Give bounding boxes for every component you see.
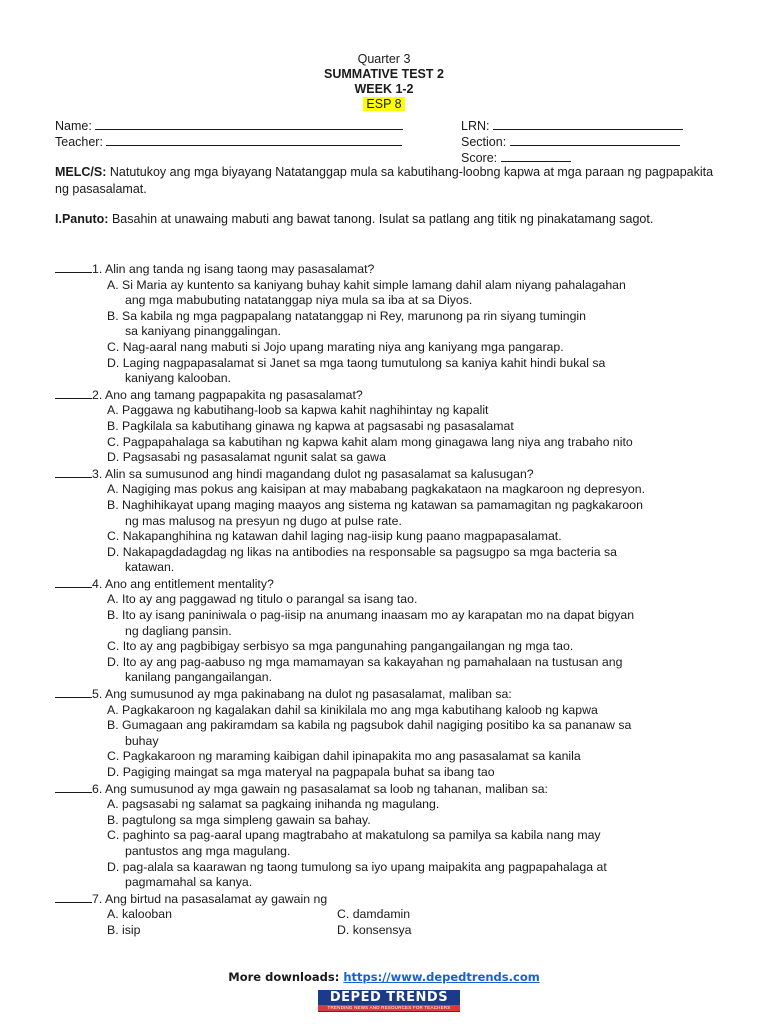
- option-continuation: ang mga mabubuting natatanggap niya mula sa iba at sa Diyos.: [125, 293, 473, 308]
- option-text: C. paghinto sa pag-aaral upang magtrabaho at makatulong sa pamilya sa kabila nang may: [107, 828, 601, 843]
- option-text: D. Ito ay ang pag-aabuso ng mga mamamayan sa kakayahan ng pamahalaan na tustusan ang: [107, 654, 623, 669]
- name-label: Name:: [55, 119, 92, 133]
- question-item: [55, 387, 725, 466]
- question-stem: [55, 261, 725, 278]
- option-text: C. Nag-aaral nang mabuti si Jojo upang marating niya ang kaniyang mga pangarap.: [107, 339, 564, 354]
- panuto-text: Basahin at unawaing mabuti ang bawat tanong. Isulat sa patlang ang titik ng pinakatamang sagot.: [111, 212, 654, 226]
- section-label: Section:: [461, 135, 507, 149]
- week-label: WEEK 1-2: [354, 82, 414, 96]
- melc-text: Natutukoy ang mga biyayang Natatanggap mula sa kabutihang-loobng kapwa at mga paraan ng pagpapakita ng pasasalamat.: [55, 165, 714, 196]
- option-text: A. Ito ay ang paggawad ng titulo o parangal sa isang tao.: [107, 592, 418, 607]
- option-text: B. Sa kabila ng mga pagpapalang natatanggap ni Rey, marunong pa rin siyang tumingin: [107, 308, 586, 323]
- question-list: [55, 261, 725, 939]
- answer-blank[interactable]: [55, 686, 92, 698]
- answer-blank[interactable]: [55, 781, 92, 793]
- question-stem: [55, 466, 725, 483]
- question-stem: [55, 686, 725, 703]
- question-stem: [55, 576, 725, 593]
- depedtrends-logo: [318, 990, 460, 1012]
- teacher-blank[interactable]: [106, 133, 402, 146]
- question-item: [55, 686, 725, 781]
- question-text: 4. Ano ang entitlement mentality?: [92, 576, 274, 591]
- option-continuation: buhay: [125, 733, 159, 748]
- logo-wordmark: DEPED TRENDS: [329, 990, 449, 1005]
- option-a: A. kalooban: [107, 907, 172, 922]
- option-continuation: pantustos ang mga magulang.: [125, 843, 291, 858]
- section-blank[interactable]: [510, 133, 680, 146]
- score-label: Score:: [461, 151, 498, 165]
- test-title: SUMMATIVE TEST 2: [324, 67, 444, 81]
- option-continuation: ng mas malusog na presyun ng dugo at pulse rate.: [125, 513, 402, 528]
- option-text: C. Pagpapahalaga sa kabutihan ng kapwa kahit alam mong ginagawa lang niya ang trabaho nito: [107, 434, 633, 449]
- option-continuation: katawan.: [125, 560, 175, 575]
- option-text: D. Laging nagpapasalamat si Janet sa mga taong tumutulong sa kaniya kahit hindi bukal sa: [107, 355, 606, 370]
- answer-blank[interactable]: [55, 387, 92, 399]
- option-text: B. Naghihikayat upang maging maayos ang sistema ng katawan sa pamamagitan ng pagkakaroon: [107, 497, 643, 512]
- option-text: B. Pagkilala sa kabutihang ginawa ng kapwa at pagsasabi ng pasasalamat: [107, 418, 514, 433]
- option-text: A. pagsasabi ng salamat sa pagkaing inihanda ng magulang.: [107, 797, 440, 812]
- option-text: B. Gumagaan ang pakiramdam sa kabila ng pagsubok dahil nagiging positibo ka sa pananaw sa: [107, 718, 632, 733]
- question-stem: [55, 891, 725, 908]
- option-continuation: kanilang pangangailangan.: [125, 670, 273, 685]
- subject-label: [0, 97, 768, 112]
- panuto-label: I.Panuto:: [55, 212, 109, 226]
- name-blank[interactable]: [95, 117, 403, 130]
- option-text: A. Paggawa ng kabutihang-loob sa kapwa kahit naghihintay ng kapalit: [107, 403, 489, 418]
- option-text: D. Pagsasabi ng pasasalamat ngunit salat sa gawa: [107, 450, 386, 465]
- teacher-label: Teacher:: [55, 135, 103, 149]
- question-text: 5. Ang sumusunod ay mga pakinabang na dulot ng pasasalamat, maliban sa:: [92, 687, 512, 702]
- question-item: [55, 466, 725, 576]
- option-text: B. pagtulong sa mga simpleng gawain sa bahay.: [107, 812, 371, 827]
- answer-blank[interactable]: [55, 576, 92, 588]
- lrn-field: [461, 117, 683, 134]
- option-text: C. Nakapanghihina ng katawan dahil laging nag-iisip kung paano magpapasalamat.: [107, 529, 562, 544]
- answer-blank[interactable]: [55, 466, 92, 478]
- option-continuation: kaniyang kalooban.: [125, 371, 231, 386]
- footer: [0, 970, 768, 984]
- lrn-label: LRN:: [461, 119, 490, 133]
- question-item: [55, 891, 725, 939]
- quarter-label: Quarter 3: [357, 52, 411, 66]
- answer-blank[interactable]: [55, 261, 92, 273]
- lrn-blank[interactable]: [493, 117, 683, 130]
- question-text: 7. Ang birtud na pasasalamat ay gawain ng: [92, 891, 328, 906]
- subject-highlight: ESP 8: [363, 97, 404, 111]
- question-text: 2. Ano ang tamang pagpapakita ng pasasalamat?: [92, 387, 363, 402]
- question-text: 1. Alin ang tanda ng isang taong may pasasalamat?: [92, 262, 375, 276]
- question-item: [55, 261, 725, 387]
- option-text: A. Si Maria ay kuntento sa kaniyang buhay kahit simple lamang dahil alam niyang pahalagahan: [107, 277, 626, 292]
- option-text: C. Ito ay ang pagbibigay serbisyo sa mga pangunahing pangangailangan ng mga tao.: [107, 639, 574, 654]
- melc-paragraph: [55, 164, 715, 198]
- option-b: B. isip: [107, 922, 141, 937]
- option-c: C. damdamin: [337, 907, 411, 922]
- option-text: C. Pagkakaroon ng maraming kaibigan dahil ipinapakita mo ang pasasalamat sa kanila: [107, 749, 581, 764]
- option-text: A. Pagkakaroon ng kagalakan dahil sa kinikilala mo ang mga kabutihang kaloob ng kapwa: [107, 702, 598, 717]
- option-row: [55, 907, 725, 923]
- question-item: [55, 576, 725, 686]
- option-continuation: pagmamahal sa kanya.: [125, 875, 253, 890]
- name-field: [55, 117, 403, 134]
- option-text: A. Nagiging mas pokus ang kaisipan at may mababang pagkakataon na magkaroon ng depresyon.: [107, 482, 645, 497]
- option-text: D. Pagiging maingat sa mga materyal na pagpapala buhat sa ibang tao: [107, 765, 495, 779]
- option-d: D. konsensya: [337, 922, 412, 937]
- question-text: 6. Ang sumusunod ay mga gawain ng pasasalamat sa loob ng tahanan, maliban sa:: [92, 781, 548, 796]
- option-continuation: ng dagliang pansin.: [125, 623, 232, 638]
- option-row: [55, 923, 725, 939]
- option-text: D. Nakapagdadagdag ng likas na antibodies na responsable sa pagsugpo sa mga bacteria sa: [107, 544, 617, 559]
- melc-label: MELC/S:: [55, 165, 107, 179]
- panuto-paragraph: [55, 211, 715, 228]
- question-stem: [55, 387, 725, 404]
- score-blank[interactable]: [501, 149, 571, 162]
- answer-blank[interactable]: [55, 891, 92, 903]
- question-stem: [55, 781, 725, 798]
- question-item: [55, 781, 725, 891]
- logo-tagline: TRENDING NEWS AND RESOURCES FOR TEACHERS: [318, 1005, 460, 1011]
- teacher-field: [55, 133, 402, 150]
- question-text: 3. Alin sa sumusunod ang hindi magandang dulot ng pasasalamat sa kalusugan?: [92, 466, 534, 481]
- option-continuation: sa kaniyang pinanggalingan.: [125, 324, 281, 339]
- option-text: B. Ito ay isang paniniwala o pag-iisip na anumang inaasam mo ay karapatan mo na dapat bigyan: [107, 608, 635, 623]
- section-field: [461, 133, 680, 150]
- option-text: D. pag-alala sa kaarawan ng taong tumulong sa iyo upang maipakita ang pagpapahalaga at: [107, 859, 607, 874]
- footer-link[interactable]: https://www.depedtrends.com: [343, 970, 540, 984]
- footer-label: More downloads:: [228, 970, 340, 984]
